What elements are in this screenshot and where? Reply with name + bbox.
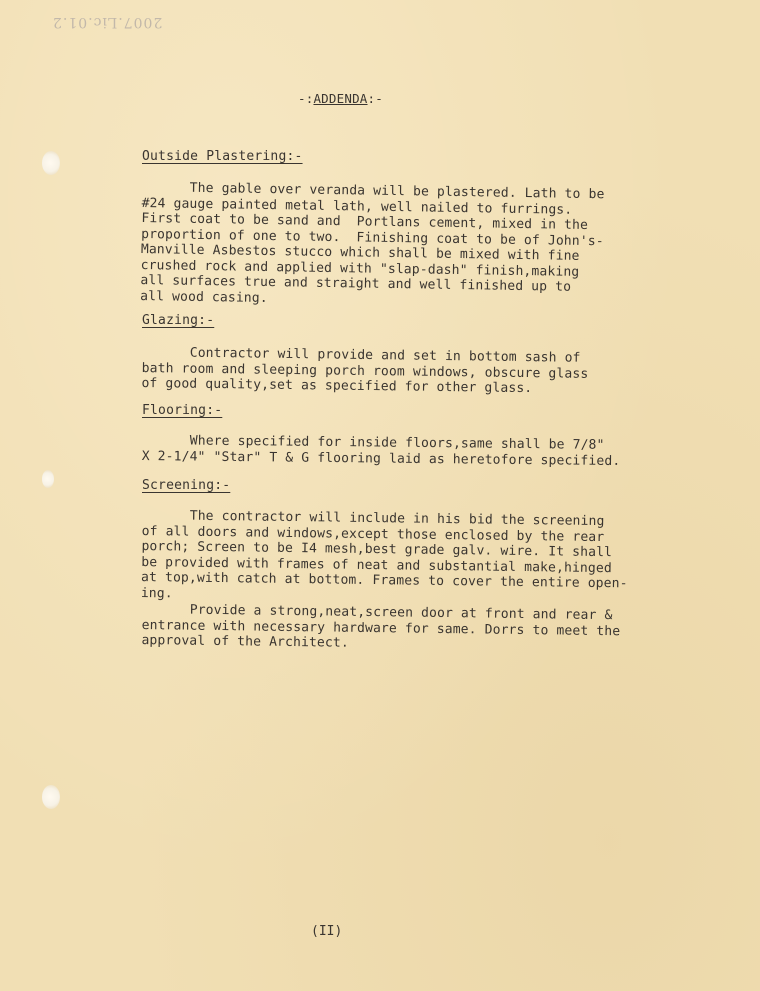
punch-hole-top [42, 151, 60, 175]
heading-outside-plastering: Outside Plastering:- [142, 149, 303, 164]
heading-glazing: Glazing:- [142, 313, 215, 328]
paragraph-flooring: Where specified for inside floors,same shall be 7/8" X 2-1/4" "Star" T & G flooring laid as heretofore specified. [141, 433, 621, 469]
paragraph-glazing: Contractor will provide and set in bottom sash of bath room and sleeping porch room windows, obscure glass of good quality,set as specified for other glass. [141, 345, 589, 397]
title-prefix: -: [298, 91, 314, 106]
punch-hole-bottom [42, 785, 60, 809]
title-suffix: :- [367, 91, 383, 106]
document-title [298, 91, 383, 106]
paragraph-screening: The contractor will include in his bid the screening of all doors and windows,except those enclosed by the rear porch; Screen to be I4 mesh,best grade galv. wire. It shall be provided with frames of neat and substantial make,hinged at top,with catch at bottom. Frames to cover the entire open- ing. [140, 508, 628, 601]
heading-screening: Screening:- [142, 478, 231, 493]
punch-hole-middle [42, 470, 54, 488]
page-number: (II) [311, 924, 343, 939]
heading-flooring: Flooring:- [142, 403, 223, 418]
paragraph-screen-door: Provide a strong,neat,screen door at front and rear & entrance with necessary hardware for same. Dorrs to meet the approval of the Architect. [141, 602, 621, 651]
title-word: ADDENDA [313, 91, 368, 106]
pencil-annotation: 2007.Lic.01.2 [52, 14, 163, 30]
paragraph-outside-plastering: The gable over veranda will be plastered. Lath to be #24 gauge painted metal lath, well nailed to furrings. First coat to be sand and Portlans cement, mixed in the proportion of one to two. Finishing coat to be of John's- Manville Asbestos stucco which shall be mixed with fine crushed rock and applied with "slap-dash" finish,making all surfaces true and straight and well finished up to all wood casing. [140, 180, 605, 306]
